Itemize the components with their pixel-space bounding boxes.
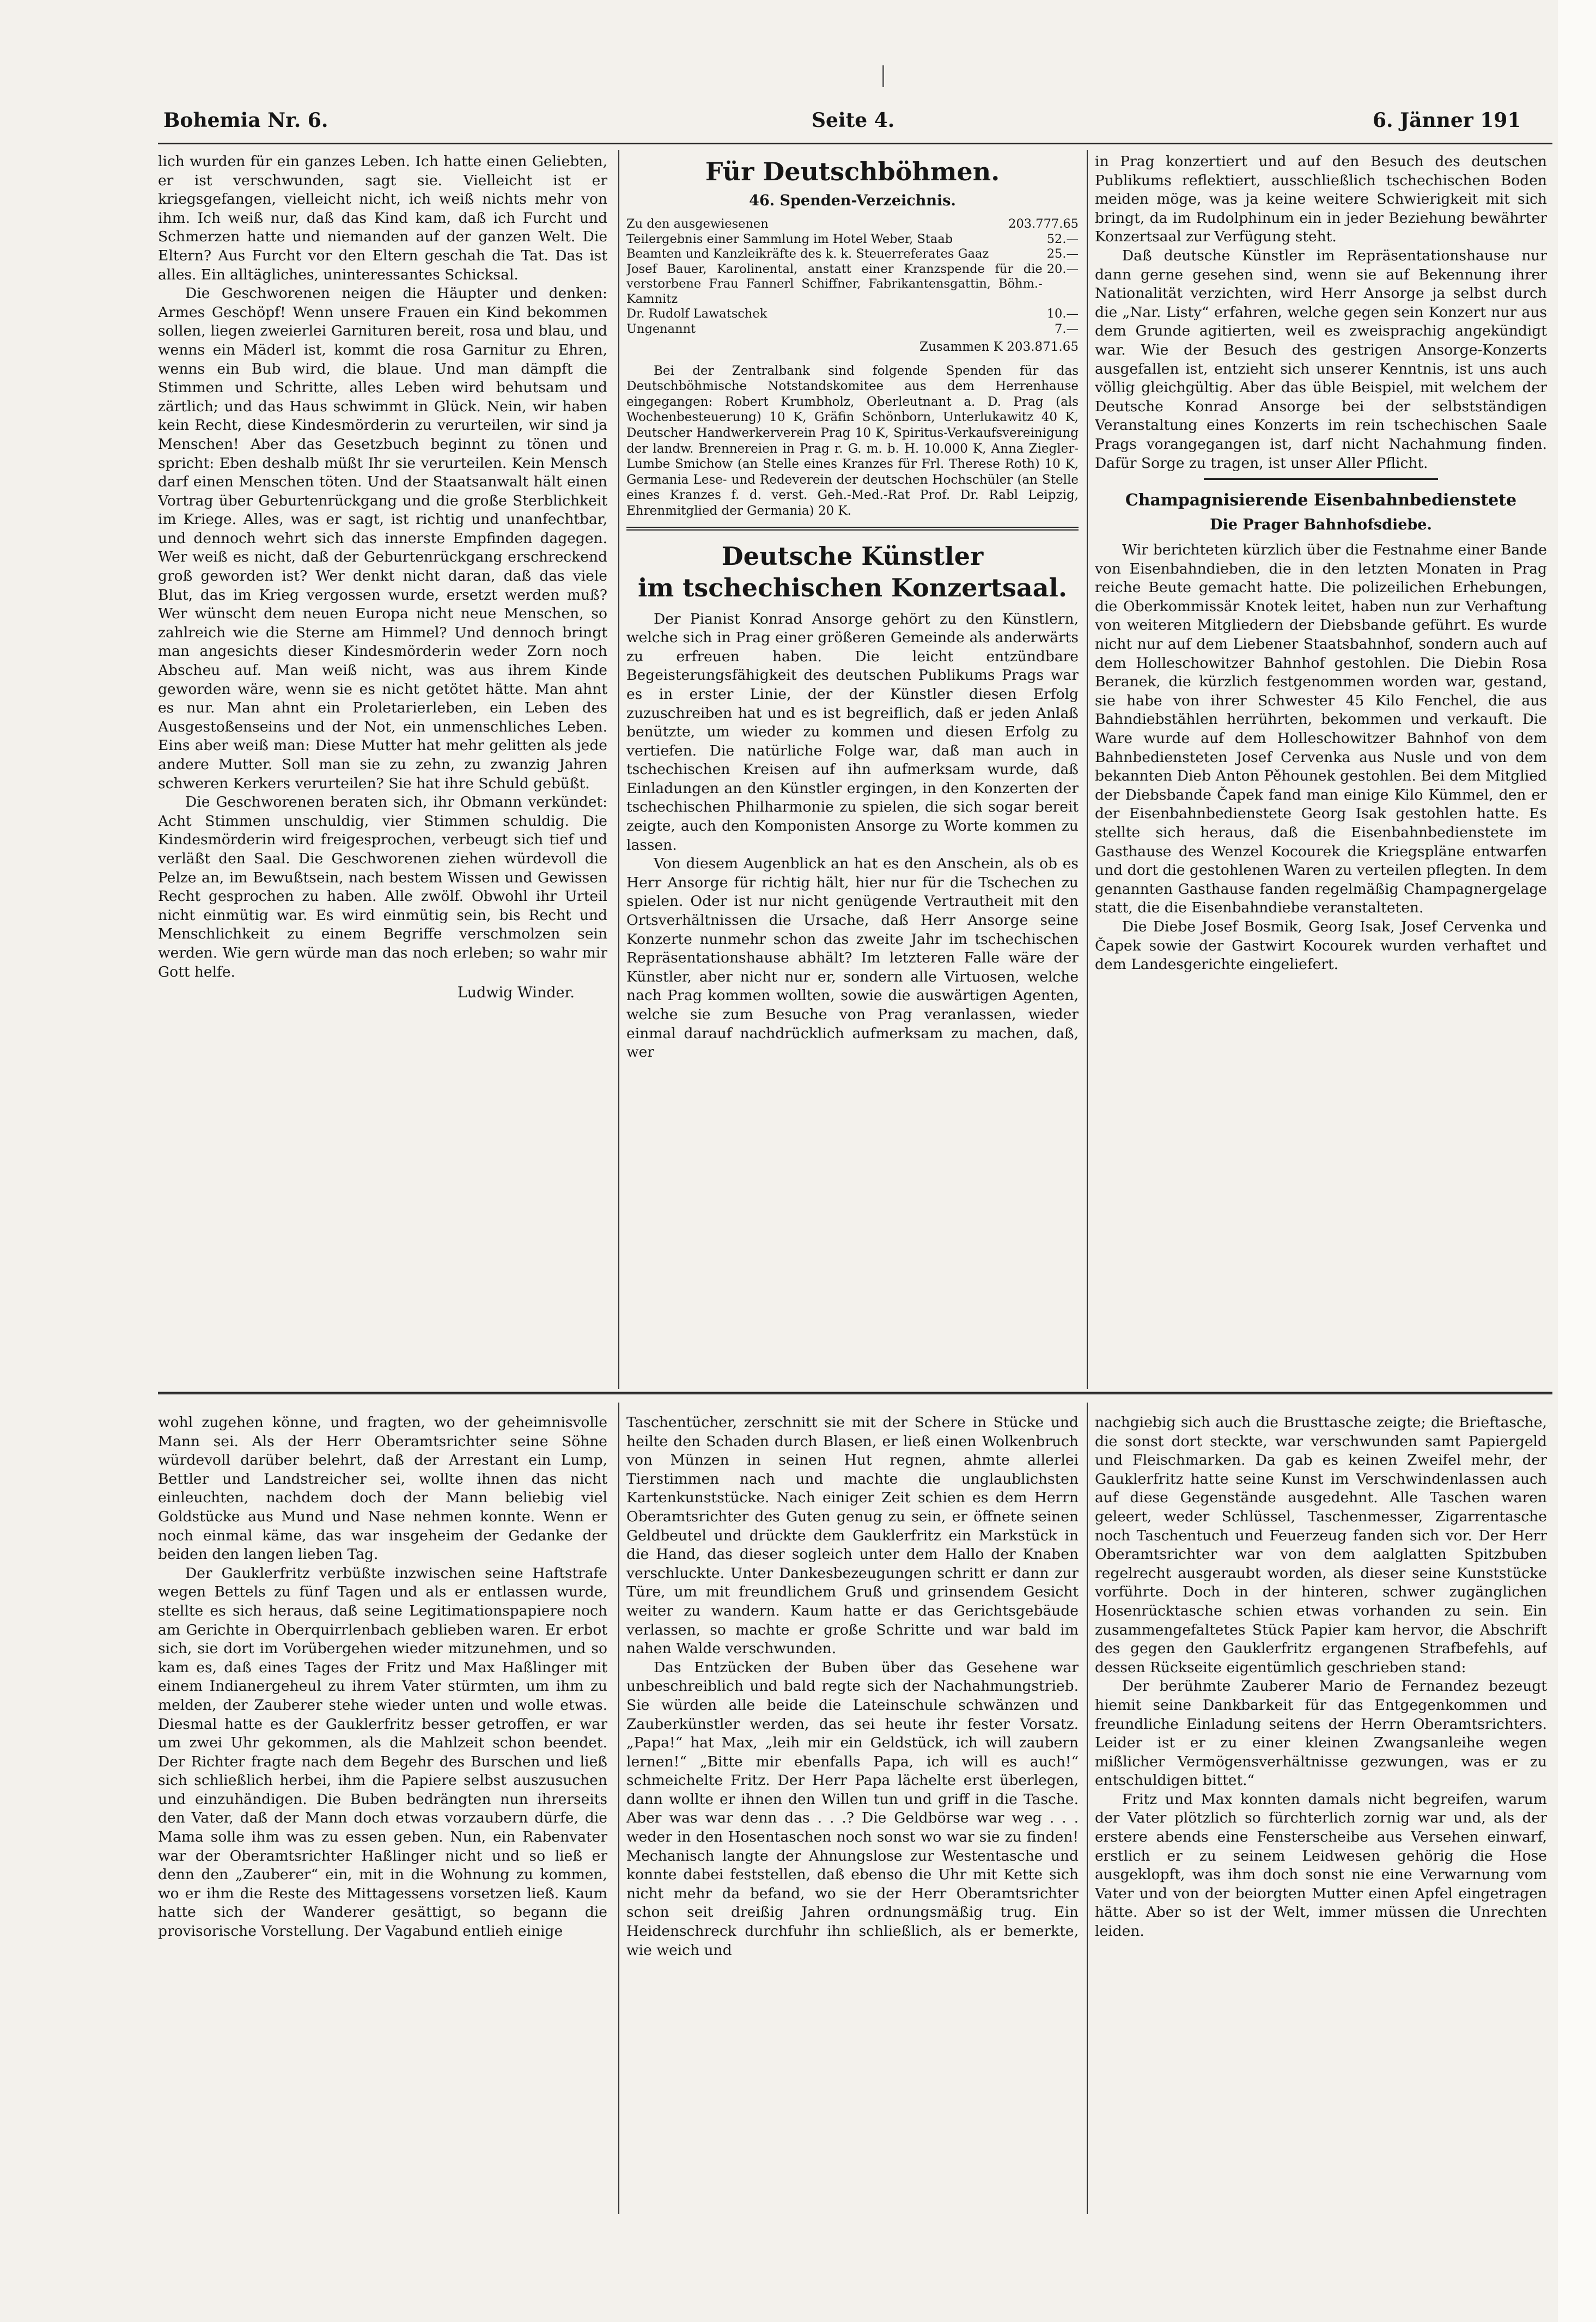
feuilleton-column-1 [158, 1413, 607, 2220]
article-title: im tschechischen Konzertsaal. [638, 572, 1067, 602]
body-paragraph: Die Geschworenen neigen die Häupter und denken: Armes Geschöpf! Wenn unsere Frauen ein Kind bekommen sollen, liegen zweierlei Garnituren bereit, rosa und blau, und wenns ein Mäderl ist, kommt die rosa Garnitur zu Ehren, wenns ein Bub wird, die blaue. Und man dämpft die Stimmen und Schritte, alles Leben wird behutsam und zärtlich; und das Haus schwimmt in Glück. Nein, wir haben kein Recht, diese Kindesmörderin zu verurteilen, wir sind ja Menschen! Aber das Gesetzbuch beginnt zu tönen und spricht: Eben deshalb müßt Ihr sie verurteilen. Kein Mensch darf einen Menschen töten. Und der Staatsanwalt hält einen Vortrag über Geburtenrückgang und die große Sterblichkeit im Kriege. Alles, was er sagt, ist richtig und unanfechtbar, und dennoch wehrt sich das innerste Empfinden dagegen. Wer weiß es nicht, daß der Geburtenrückgang erschreckend groß geworden ist? Wer denkt nicht daran, daß das viele Blut, das im Krieg vergossen wurde, ersetzt werden muß? Wer wünscht dem neuen Europa nicht neue Menschen, so zahlreich wie die Sterne am Himmel? Und dennoch bringt man angesichts dieser Kindesmörderin weder Zorn noch Abscheu auf. Man weiß nicht, was aus ihrem Kinde geworden wäre, wenn sie es nicht getötet hätte. Man ahnt es nur. Man ahnt ein Proletarierleben, ein Leben des Ausgestoßenseins und der Not, ein unmenschliches Leben. Eins aber weiß man: Diese Mutter hat mehr gelitten als jede andere Mutter. Soll man sie zu zehn, zu zwanzig Jahren schweren Kerkers verurteilen? Sie hat ihre Schuld gebüßt. [158, 285, 607, 792]
donation-title: Für Deutschböhmen. [705, 157, 1000, 186]
donation-total: Zusammen K 203.871.65 [919, 340, 1079, 354]
donation-row: Dr. Rudolf Lawatschek 10.— [626, 307, 1079, 321]
donation-subtitle: 46. Spenden-Verzeichnis. [749, 192, 956, 209]
header-paper: Bohemia Nr. 6. [163, 109, 328, 132]
section-divider [626, 527, 1079, 531]
running-header [163, 109, 1542, 135]
column-rule [1087, 150, 1088, 1389]
article-title: Champagnisierende Eisenbahnbedienstete [1125, 491, 1517, 510]
section-divider [1204, 478, 1438, 480]
page-edge [1558, 0, 1596, 2322]
body-paragraph: Der Pianist Konrad Ansorge gehört zu den Künstlern, welche sich in Prag einer größeren Gemeinde als anderwärts zu erfreuen haben. Die leicht entzündbare Begeisterungsfähigkeit des deutschen Publikums Prags war es in erster Linie, der der Künstler diesen Erfolg zuzuschreiben hat und es ist begreiflich, daß er jeden Anlaß benützte, um wieder zu kommen und diesen Erfolg zu vertiefen. Die natürliche Folge war, daß man auch in tschechischen Kreisen auf ihn aufmerksam wurde, daß Einladungen an den Künstler ergingen, in den Konzerten der tschechischen Philharmonie zu spielen, die sich sogar bereit zeigte, auch den Komponisten Ansorge zu Worte kommen zu lassen. [626, 610, 1079, 854]
column-3 [1095, 153, 1547, 1384]
print-mark [882, 65, 884, 87]
body-paragraph: Der Gauklerfritz verbüßte inzwischen seine Haftstrafe wegen Bettels zu fünf Tagen und als er entlassen wurde, stellte es sich heraus, daß seine Legitimationspapiere noch am Gerichte in Oberquirrlenbach geblieben waren. Er erbot sich, sie dort im Vorübergehen wieder mitzunehmen, und so kam es, daß eines Tages der Fritz und Max Haßlinger mit einem Indianergeheul zu ihrem Vater stürmten, um ihm zu melden, der Zauberer stehe wieder unten und wolle etwas. Diesmal hatte es der Gauklerfritz besser getroffen, er war um zwei Uhr gekommen, als die Mahlzeit schon beendet. Der Richter fragte nach dem Begehr des Burschen und ließ sich schließlich herbei, ihm die Papiere selbst auszusuchen und einzuhändigen. Die Buben bedrängten nun ihrerseits den Vater, daß der Mann doch etwas vorzaubern dürfe, die Mama solle ihm was zu essen geben. Nun, ein Rabenvater war der Oberamtsrichter Haßlinger nicht und so ließ er denn den „Zauberer“ ein, mit in die Wohnung zu kommen, wo er ihm die Reste des Mittagessens vorsetzen ließ. Kaum hatte sich der Wanderer gesättigt, so begann die provisorische Vorstellung. Der Vagabund entlieh einige [158, 1564, 607, 1940]
header-date: 6. Jänner 191 [1373, 109, 1521, 132]
donation-row: Josef Bauer, Karolinental, anstatt einer Kranzspende für die verstorbene Frau Fannerl Schiffner, Fabrikantensgattin, Böhm.-Kamnitz 20.— [626, 261, 1079, 306]
donation-row: Beamten und Kanzleikräfte des k. k. Steuerreferates Gaaz 25.— [626, 247, 1079, 261]
body-paragraph: wohl zugehen könne, und fragten, wo der geheimnisvolle Mann sei. Als der Herr Oberamtsrichter seine Söhne würdevoll darüber belehrt, daß der Arrestant ein Lump, Bettler und Landstreicher sei, wollte ihnen das nicht einleuchten, nachdem doch der Mann beliebig viel Goldstücke aus Mund und Nase nehmen konnte. Wenn er noch einmal käme, das war insgeheim der Gedanke der beiden den langen lieben Tag. [158, 1414, 607, 1563]
signature: Ludwig Winder. [457, 984, 575, 1002]
column-rule [618, 150, 619, 1389]
donation-row: Zu den ausgewiesenen 203.777.65 [626, 217, 1079, 231]
donation-list [626, 217, 1079, 337]
feuilleton-column-2 [626, 1413, 1079, 2220]
zentralbank-notice: Bei der Zentralbank sind folgende Spenden für das Deutschböhmische Notstandskomitee aus dem Herrenhause eingegangen: Robert Krumbholz, Oberleutnant a. D. Prag (als Wochenbesteuerung) 10 K, Gräfin Schönborn, Unterlukawitz 40 K, Deutscher Handwerkerverein Prag 10 K, Spiritus-Verkaufsvereinigung der landw. Brennereien in Prag r. G. m. b. H. 10.000 K, Anna Ziegler-Lumbe Smichow (an Stelle eines Kranzes für Frl. Therese Roth) 10 K, Germania Lese- und Redeverein der deutschen Hochschüler (an Stelle eines Kranzes f. d. verst. Geh.-Med.-Rat Prof. Dr. Rabl Leipzig, Ehrenmitglied der Germania) 20 K. [626, 363, 1079, 518]
body-paragraph: Der berühmte Zauberer Mario de Fernandez bezeugt hiemit seine Dankbarkeit für das Entgegenkommen und freundliche Einladung seitens der Herrn Oberamtsrichters. Leider ist er zu einer kleinen Zwangsanleihe wegen mißlicher Vermögensverhältnisse gezwungen, was er zu entschuldigen bittet.“ [1095, 1678, 1547, 1789]
header-page: Seite 4. [812, 109, 895, 132]
body-paragraph: Taschentücher, zerschnitt sie mit der Schere in Stücke und heilte den Schaden durch Blasen, er ließ einen Wolkenbruch von Münzen in seinen Hut regnen, ahmte allerlei Tierstimmen nach und machte die unglaublichsten Kartenkunststücke. Nach einiger Zeit schien es dem Herrn Oberamtsrichter des Guten genug zu sein, er öffnete seinen Geldbeutel und drückte dem Gauklerfritz ein Markstück in die Hand, das dieser sogleich unter dem Hallo der Knaben verschluckte. Unter Dankesbezeugungen schritt er dann zur Türe, um mit freundlichem Gruß und grinsendem Gesicht weiter zu wandern. Kaum hatte er das Gerichtsgebäude verlassen, so machte er große Schritte und war bald im nahen Walde verschwunden. [626, 1414, 1079, 1657]
article-subtitle: Die Prager Bahnhofsdiebe. [1210, 516, 1432, 534]
feuilleton-column-3 [1095, 1413, 1547, 2220]
body-paragraph: Von diesem Augenblick an hat es den Anschein, als ob es Herr Ansorge für richtig hält, hier nur für die Tschechen zu spielen. Oder ist nur nicht genügende Vertrautheit mit den Ortsverhältnissen die Ursache, daß Herr Ansorge seine Konzerte nunmehr schon das zweite Jahr im tschechischen Repräsentationshause abhält? Im letzteren Falle wäre der Künstler, aber nicht nur er, sondern alle Virtuosen, welche nach Prag kommen wollten, sowie die auswärtigen Agenten, welche sie zum Besuche von Prag veranlassen, wieder einmal darauf nachdrücklich aufmerksam zu machen, daß, wer [626, 855, 1079, 1061]
body-paragraph: lich wurden für ein ganzes Leben. Ich hatte einen Geliebten, er ist verschwunden, sagt sie. Vielleicht ist er kriegsgefangen, vielleicht nicht, ich weiß nichts mehr von ihm. Ich weiß nur, daß das Kind kam, daß ich Furcht und Schmerzen hatte und niemanden auf der ganzen Welt. Die Eltern? Aus Furcht vor den Eltern geschah die Tat. Das ist alles. Ein alltägliches, uninteressantes Schicksal. [158, 153, 607, 283]
body-paragraph: nachgiebig sich auch die Brusttasche zeigte; die Brieftasche, die sonst dort steckte, war verschwunden samt Papiergeld und Fleischmarken. Da gab es keinen Zweifel mehr, der Gauklerfritz hatte seine Kunst im Verschwindenlassen auch auf diese Gegenstände ausgedehnt. Alle Taschen waren geleert, weder Schlüssel, Taschenmesser, Zigarrentasche noch Taschentuch und Feuerzeug fanden sich vor. Der Herr Oberamtsrichter war von dem aalglatten Spitzbuben regelrecht ausgeraubt worden, als dieser seine Kunststücke vorführte. Doch in der hinteren, schwer zugänglichen Hosenrücktasche schien etwas vorhanden zu sein. Ein zusammengefaltetes Stück Papier kam hervor, die Abschrift des gegen den Gauklerfritz ergangenen Strafbefehls, auf dessen Rückseite eigentümlich geschrieben stand: [1095, 1414, 1547, 1676]
column-rule [1087, 1403, 1088, 2214]
header-rule [158, 143, 1552, 144]
body-paragraph: Daß deutsche Künstler im Repräsentationshause nur dann gerne gesehen sind, wenn sie auf Bekennung ihrer Nationalität verzichten, wird Herr Ansorge ja selbst durch die „Nar. Listy“ erfahren, welche gegen sein Konzert nur aus dem Grunde agitierten, weil es zweisprachig angekündigt war. Wie der Besuch des gestrigen Ansorge-Konzerts ausgefallen ist, entzieht sich unserer Kenntnis, ist uns auch völlig gleichgültig. Aber das üble Beispiel, mit welchem der Deutsche Konrad Ansorge bei der selbstständigen Veranstaltung eines Konzerts im rein tschechischen Saale Prags vorangegangen ist, darf nicht Nachahmung finden. Dafür Sorge zu tragen, ist unser Aller Pflicht. [1095, 247, 1547, 472]
body-paragraph: in Prag konzertiert und auf den Besuch des deutschen Publikums reflektiert, ausschließlich tschechischen Boden meiden möge, was ja keine weitere Schwierigkeit mit sich bringt, da im Rudolphinum ein in jeder Beziehung bewährter Konzertsaal zur Verfügung steht. [1095, 153, 1547, 246]
column-2 [626, 153, 1079, 1384]
article-title: Deutsche Künstler [721, 541, 984, 571]
body-paragraph: Wir berichteten kürzlich über die Festnahme einer Bande von Eisenbahndieben, die in den letzten Monaten in Prag reiche Beute gemacht hatte. Die polizeilichen Erhebungen, die Oberkommissär Knotek leitet, haben nun zur Verhaftung von weiteren Mitgliedern der Diebsbande geführt. Es wurde nicht nur auf dem Liebener Staatsbahnhof, sondern auch auf dem Holleschowitzer Bahnhof gestohlen. Die Diebin Rosa Beranek, die kürzlich festgenommen worden war, gestand, sie habe von ihrer Schwester 45 Kilo Fenchel, die aus Bahndiebstählen herrührten, bekommen und verkauft. Die Ware wurde auf dem Holleschowitzer Bahnhof von dem Bahnbediensteten Josef Cervenka aus Nusle und von dem bekannten Dieb Anton Pěhounek gestohlen. Bei dem Mitglied der Diebsbande Čapek fand man einige Kilo Kümmel, den er der Eisenbahnbedienstete Georg Isak gestohlen hatte. Es stellte sich heraus, daß die Eisenbahnbedienstete im Gasthause des Wenzel Kocourek die Kriegspläne entwarfen und dort die gestohlenen Waren zu verteilen pflegten. In dem genannten Gasthause fanden regelmäßig Champagnergelage statt, die die Eisenbahndiebe veranstalteten. [1095, 541, 1547, 917]
donation-row: Teilergebnis einer Sammlung im Hotel Weber, Staab 52.— [626, 231, 1079, 246]
feuilleton-rule [158, 1392, 1552, 1394]
body-paragraph: Das Entzücken der Buben über das Gesehene war unbeschreiblich und bald regte sich der Nachahmungstrieb. Sie würden alle beide die Lateinschule schwänzen und Zauberkünstler werden, das sei heute ihr fester Vorsatz. „Papa!“ hat Max, „leih mir ein Geldstück, ich will zaubern lernen!“ „Bitte mir ebenfalls Papa, ich will es auch!“ schmeichelte Fritz. Der Herr Papa lächelte erst überlegen, dann wollte er ihnen den Willen tun und griff in die Tasche. Aber was war denn das . . .? Die Geldbörse war weg . . . weder in den Hosentaschen noch sonst wo war sie zu finden! Mechanisch langte der Ahnungslose zur Westentasche und konnte dabei feststellen, daß ebenso die Uhr mit Kette sich nicht mehr da befand, wo sie der Herr Oberamtsrichter schon seit dreißig Jahren ordnungsmäßig trug. Ein Heidenschreck durchfuhr ihn schließlich, als er bemerkte, wie weich und [626, 1659, 1079, 1959]
body-paragraph: Die Diebe Josef Bosmik, Georg Isak, Josef Cervenka und Čapek sowie der Gastwirt Kocourek wurden verhaftet und dem Landesgerichte eingeliefert. [1095, 918, 1547, 973]
donation-row: Ungenannt 7.— [626, 321, 1079, 336]
body-paragraph: Die Geschworenen beraten sich, ihr Obmann verkündet: Acht Stimmen unschuldig, vier Stimmen schuldig. Die Kindesmörderin wird freigesprochen, verbeugt sich tief und verläßt den Saal. Die Geschworenen ziehen würdevoll die Pelze an, im Bewußtsein, nach bestem Wissen und Gewissen Recht gesprochen zu haben. Alle zwölf. Obwohl ihr Urteil nicht einmütig war. Es wird einmütig sein, bis Recht und Menschlichkeit zu einem Begriffe verschmolzen sein werden. Wie gern würde man das noch erleben; so wahr mir Gott helfe. [158, 794, 607, 980]
body-paragraph: Fritz und Max konnten damals nicht begreifen, warum der Vater plötzlich so fürchterlich zornig war und, als der erstere abends eine Fensterscheibe aus Versehen einwarf, erstlich er zu seinem Leidwesen gehörig die Hose ausgeklopft, was ihm doch sonst nie eine Verwarnung vom Vater und von der beiorgten Mutter einen Apfel eingetragen hätte. Aber so ist der Welt, immer müssen die Unrechten leiden. [1095, 1790, 1547, 1940]
column-1 [158, 153, 607, 1384]
column-rule [618, 1403, 619, 2214]
